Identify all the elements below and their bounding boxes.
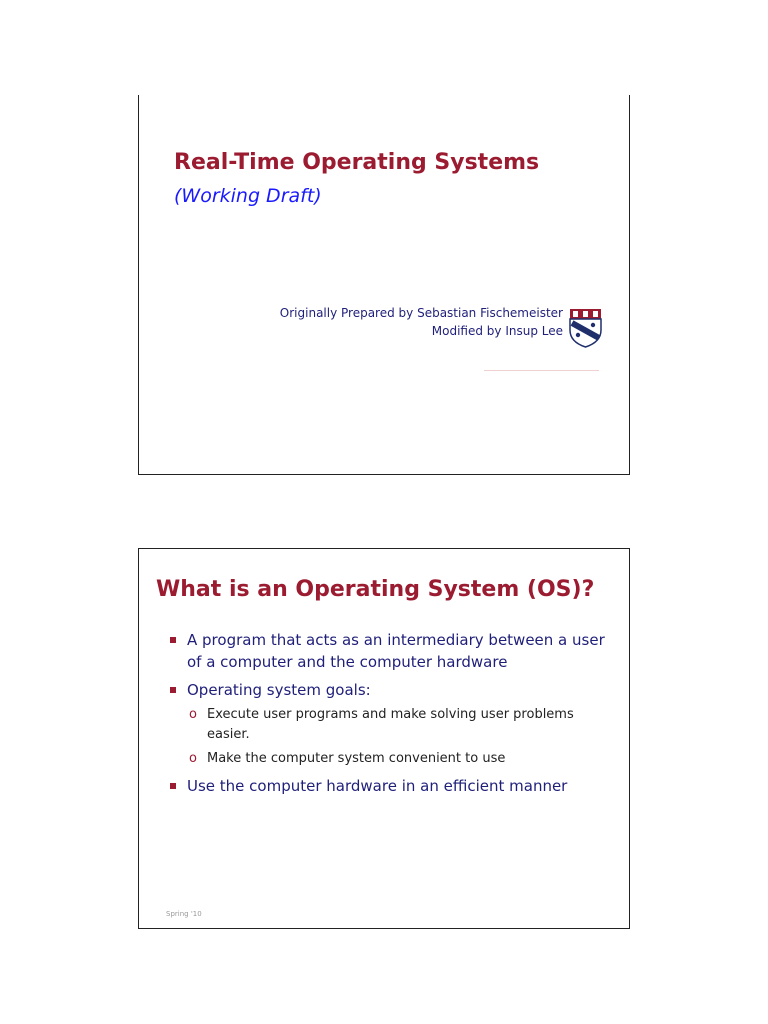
sub-bullet-text: Make the computer system convenient to use <box>207 751 506 766</box>
slide-what-is-os <box>138 548 630 929</box>
circle-bullet-icon: o <box>189 751 197 766</box>
slide-footer: Spring '10 <box>166 910 202 918</box>
credit-original-author: Originally Prepared by Sebastian Fischemeister <box>279 306 563 320</box>
sub-bullet-list <box>187 705 607 769</box>
bullet-text: Use the computer hardware in an efficient manner <box>187 777 568 795</box>
circle-bullet-icon: o <box>189 707 197 722</box>
slide-subtitle: (Working Draft) <box>174 185 322 207</box>
sub-bullet-item <box>187 749 607 769</box>
sub-bullet-text: Execute user programs and make solving user problems easier. <box>207 707 574 742</box>
penn-shield-crest-icon <box>569 308 602 348</box>
bullet-text: A program that acts as an intermediary between a user of a computer and the computer hardware <box>187 631 605 671</box>
bullet-item <box>167 679 607 769</box>
sub-bullet-item <box>187 705 607 745</box>
slide-title-heading: Real-Time Operating Systems <box>174 150 540 175</box>
bullet-list <box>167 629 607 803</box>
bullet-item <box>167 629 607 673</box>
credit-modified-by: Modified by Insup Lee <box>431 324 563 338</box>
square-bullet-icon <box>170 687 176 693</box>
footer-divider <box>484 370 599 371</box>
square-bullet-icon <box>170 783 176 789</box>
slide-title <box>138 95 630 475</box>
square-bullet-icon <box>170 637 176 643</box>
slide-heading: What is an Operating System (OS)? <box>156 577 595 602</box>
bullet-item <box>167 775 607 797</box>
bullet-text: Operating system goals: <box>187 681 371 699</box>
